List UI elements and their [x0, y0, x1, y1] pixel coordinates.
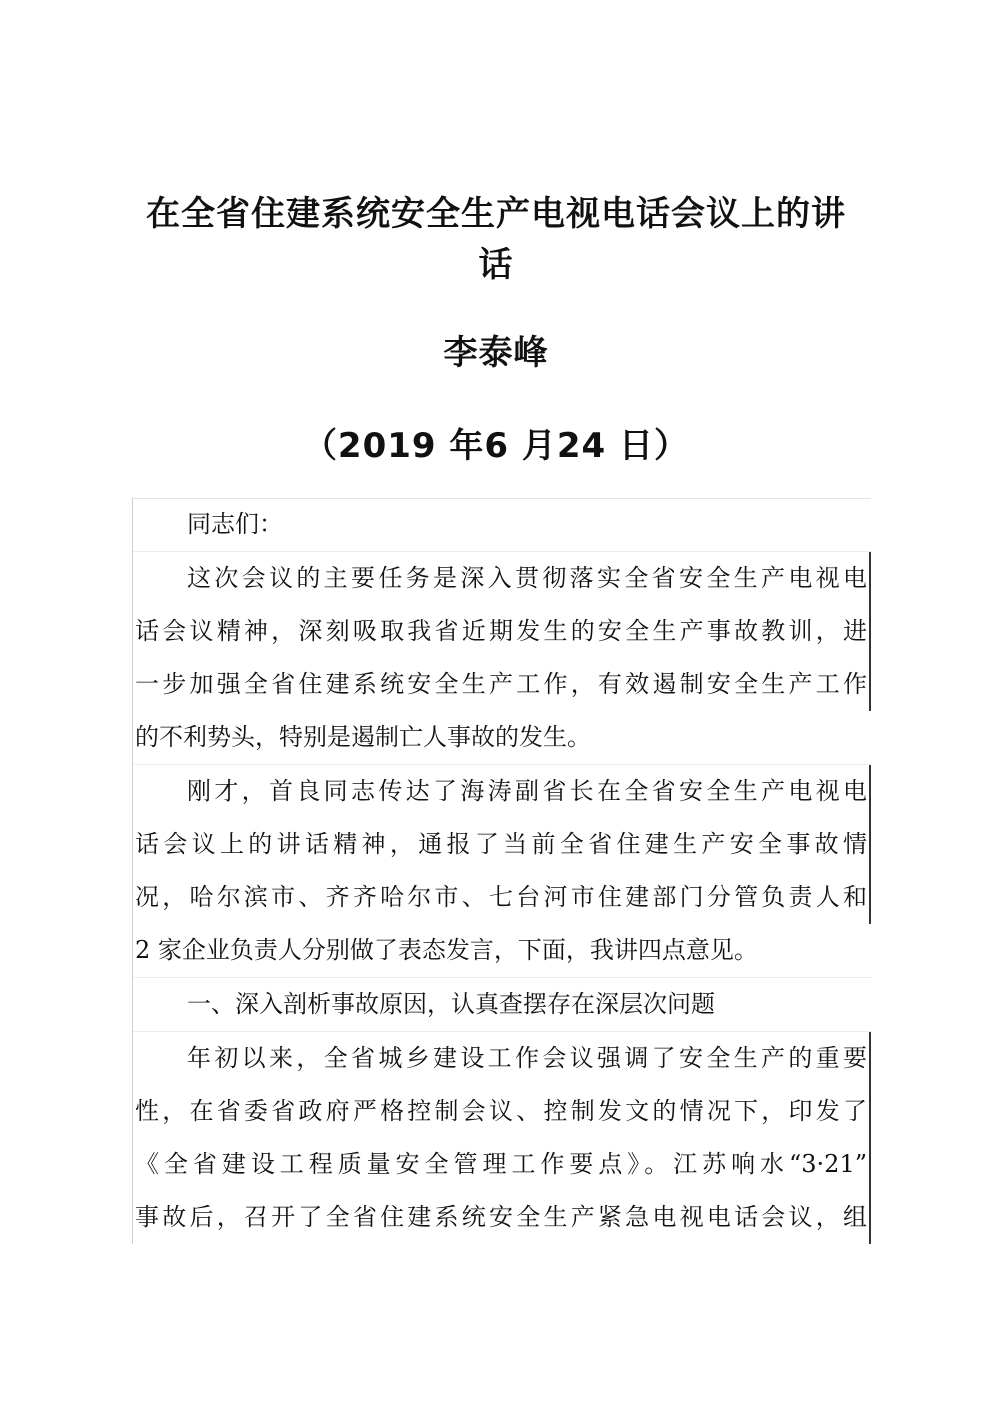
- paragraph-3-line-1: 年初以来，全省城乡建设工作会议强调了安全生产的重要: [135, 1032, 871, 1085]
- section-heading-1-text: 一、深入剖析事故原因，认真查摆存在深层次问题: [187, 990, 715, 1018]
- paragraph-3: [133, 1031, 871, 1244]
- paragraph-1: [133, 551, 871, 764]
- salutation-text: 同志们：: [187, 510, 283, 538]
- paragraph-2-line-2: 话会议上的讲话精神，通报了当前全省住建生产安全事故情: [135, 818, 871, 871]
- paragraph-1-line-3: 一步加强全省住建系统安全生产工作，有效遏制安全生产工作: [135, 658, 871, 711]
- paragraph-2-line-3: 况，哈尔滨市、齐齐哈尔市、七台河市住建部门分管负责人和: [135, 871, 871, 924]
- section-heading-1: [133, 977, 871, 1031]
- speech-body: [132, 498, 871, 1244]
- paragraph-2-line-1: 刚才，首良同志传达了海涛副省长在全省安全生产电视电: [135, 765, 871, 818]
- paragraph-2: [133, 764, 871, 977]
- document-title-line-2: 话: [478, 245, 514, 285]
- author-name: 李泰峰: [443, 333, 549, 373]
- paragraph-2-line-4: 2 家企业负责人分别做了表态发言，下面，我讲四点意见。: [135, 936, 758, 964]
- paragraph-1-line-4: 的不利势头，特别是遏制亡人事故的发生。: [135, 723, 591, 751]
- salutation-paragraph: [133, 498, 871, 551]
- speech-date: （2019 年6 月24 日）: [302, 426, 690, 466]
- paragraph-1-line-1: 这次会议的主要任务是深入贯彻落实全省安全生产电视电: [135, 552, 871, 605]
- paragraph-1-line-2: 话会议精神，深刻吸取我省近期发生的安全生产事故教训，进: [135, 605, 871, 658]
- paragraph-3-line-3: 《全省建设工程质量安全管理工作要点》。江苏响水“3·21”: [135, 1138, 871, 1191]
- paragraph-3-line-2: 性，在省委省政府严格控制会议、控制发文的情况下，印发了: [135, 1085, 871, 1138]
- document-title-line-1: 在全省住建系统安全生产电视电话会议上的讲: [146, 194, 846, 234]
- paragraph-3-line-4: 事故后，召开了全省住建系统安全生产紧急电视电话会议，组: [135, 1191, 871, 1244]
